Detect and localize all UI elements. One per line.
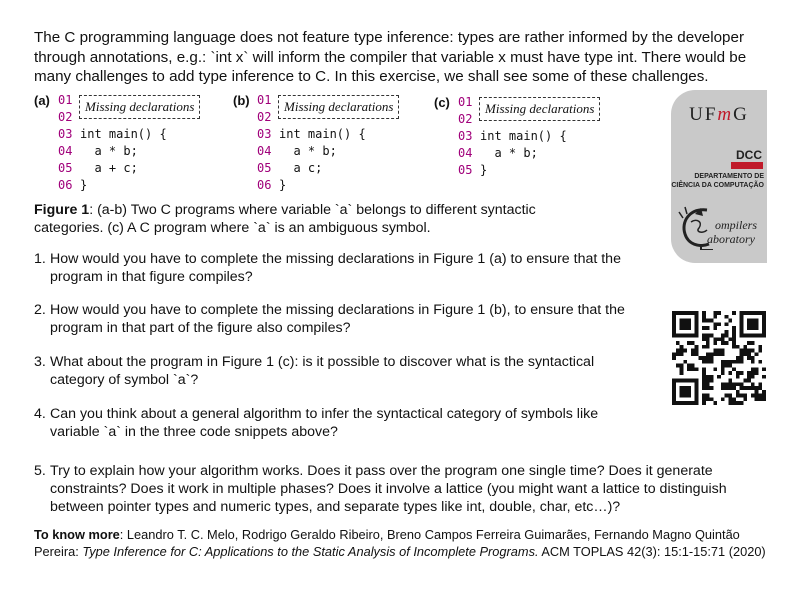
caption-text: : (a-b) Two C programs where variable `a` belongs to different syntactic categories. (c) A C program where `a` is an ambiguous symbol. bbox=[34, 202, 536, 236]
missing-declarations-box: Missing declarations bbox=[278, 95, 399, 119]
code-line bbox=[257, 160, 366, 177]
question-4 bbox=[34, 405, 644, 441]
ufmg-m: m bbox=[717, 104, 734, 125]
line-number: 05 bbox=[458, 163, 473, 177]
code-text: a + c; bbox=[80, 161, 138, 175]
code-line bbox=[257, 143, 366, 160]
institution-logo bbox=[671, 90, 767, 263]
ufmg-text: G bbox=[733, 104, 749, 125]
line-number: 03 bbox=[458, 129, 473, 143]
question-text: How would you have to complete the missing declarations in Figure 1 (b), to ensure that the program in that part of the figure also compiles? bbox=[50, 302, 625, 336]
snippet-label: (b) bbox=[233, 93, 250, 108]
line-number: 03 bbox=[58, 127, 73, 141]
line-number: 06 bbox=[58, 178, 73, 192]
question-number: 5. bbox=[34, 463, 46, 479]
code-block bbox=[257, 92, 394, 194]
reference-title: Type Inference for C: Applications to the Static Analysis of Incomplete Programs. bbox=[82, 544, 539, 559]
reference-label: To know more bbox=[34, 527, 120, 542]
question-text: How would you have to complete the missing declarations in Figure 1 (a) to ensure that the program in that figure compiles? bbox=[50, 251, 621, 285]
code-line bbox=[58, 177, 167, 194]
question-text: Can you think about a general algorithm to infer the syntactical category of symbols like variable `a` in the three code snippets above? bbox=[50, 406, 599, 440]
code-text: a c; bbox=[279, 161, 323, 175]
line-number: 02 bbox=[257, 110, 272, 124]
code-text: a * b; bbox=[80, 144, 138, 158]
question-text: Try to explain how your algorithm works. Does it pass over the program one single time? Does it generate constraints? Does it work in multiple phases? Does it involve a lattice (you might want a lattice to distinguish between pointer types and numeric types, and separate types like int, double, char, etc…)? bbox=[50, 463, 727, 515]
missing-declarations-box: Missing declarations bbox=[79, 95, 200, 119]
question-2 bbox=[34, 301, 644, 337]
line-number: 02 bbox=[458, 112, 473, 126]
ufmg-logo bbox=[671, 104, 767, 126]
code-block bbox=[58, 92, 195, 194]
department-line: DEPARTAMENTO DE bbox=[694, 173, 764, 180]
reference-venue: ACM TOPLAS 42(3): 15:1-15:71 (2020) bbox=[538, 544, 766, 559]
code-text: } bbox=[80, 178, 88, 192]
line-number: 04 bbox=[58, 144, 73, 158]
snippet-label: (a) bbox=[34, 93, 50, 108]
code-text: a * b; bbox=[480, 146, 538, 160]
line-number: 01 bbox=[58, 93, 73, 107]
line-number: 01 bbox=[257, 93, 272, 107]
code-line bbox=[58, 126, 167, 143]
line-number: 01 bbox=[458, 95, 473, 109]
department-name bbox=[671, 172, 764, 190]
dcc-label: DCC bbox=[736, 148, 762, 162]
qr-code-icon bbox=[672, 311, 766, 405]
code-text: a * b; bbox=[279, 144, 337, 158]
code-line bbox=[257, 126, 366, 143]
question-5 bbox=[34, 462, 774, 516]
code-block bbox=[458, 94, 595, 179]
code-text: int main() { bbox=[480, 129, 567, 143]
reference bbox=[34, 526, 774, 560]
line-number: 05 bbox=[58, 161, 73, 175]
question-1 bbox=[34, 250, 644, 286]
question-number: 2. bbox=[34, 302, 46, 318]
department-line: CIÊNCIA DA COMPUTAÇÃO bbox=[671, 182, 764, 189]
lab-name-line1: ompilers bbox=[715, 218, 757, 232]
code-line bbox=[458, 128, 567, 145]
lab-name-line2: aboratory bbox=[707, 232, 755, 246]
code-line bbox=[458, 145, 567, 162]
line-number: 05 bbox=[257, 161, 272, 175]
line-number: 04 bbox=[257, 144, 272, 158]
figure-caption bbox=[34, 201, 594, 237]
code-line bbox=[458, 162, 567, 179]
dcc-bar bbox=[731, 162, 763, 169]
question-number: 3. bbox=[34, 354, 46, 370]
question-number: 4. bbox=[34, 406, 46, 422]
ufmg-text: UF bbox=[689, 104, 718, 125]
code-text: int main() { bbox=[80, 127, 167, 141]
reference-authors: : Leandro T. C. Melo, Rodrigo Geraldo Ribeiro, Breno Campos Ferreira Guimarães, Fernando Magno Quintão Pereira: bbox=[34, 527, 740, 559]
caption-label: Figure 1 bbox=[34, 202, 90, 218]
code-line bbox=[58, 143, 167, 160]
code-text: int main() { bbox=[279, 127, 366, 141]
snippet-label: (c) bbox=[434, 95, 450, 110]
code-text: } bbox=[480, 163, 488, 177]
intro-paragraph: The C programming language does not feature type inference: types are rather informed by the developer through annotations, e.g.: `int x` will inform the compiler that variable x must have type int. There would be many challenges to add type inference to C. In this exercise, we shall see some of these challenges. bbox=[34, 29, 747, 85]
question-number: 1. bbox=[34, 251, 46, 267]
question-3 bbox=[34, 353, 644, 389]
code-text: } bbox=[279, 178, 287, 192]
missing-declarations-box: Missing declarations bbox=[479, 97, 600, 121]
code-line bbox=[257, 177, 366, 194]
question-text: What about the program in Figure 1 (c): is it possible to discover what is the syntactical category of symbol `a`? bbox=[50, 354, 595, 388]
line-number: 03 bbox=[257, 127, 272, 141]
line-number: 06 bbox=[257, 178, 272, 192]
code-line bbox=[58, 160, 167, 177]
line-number: 02 bbox=[58, 110, 73, 124]
line-number: 04 bbox=[458, 146, 473, 160]
